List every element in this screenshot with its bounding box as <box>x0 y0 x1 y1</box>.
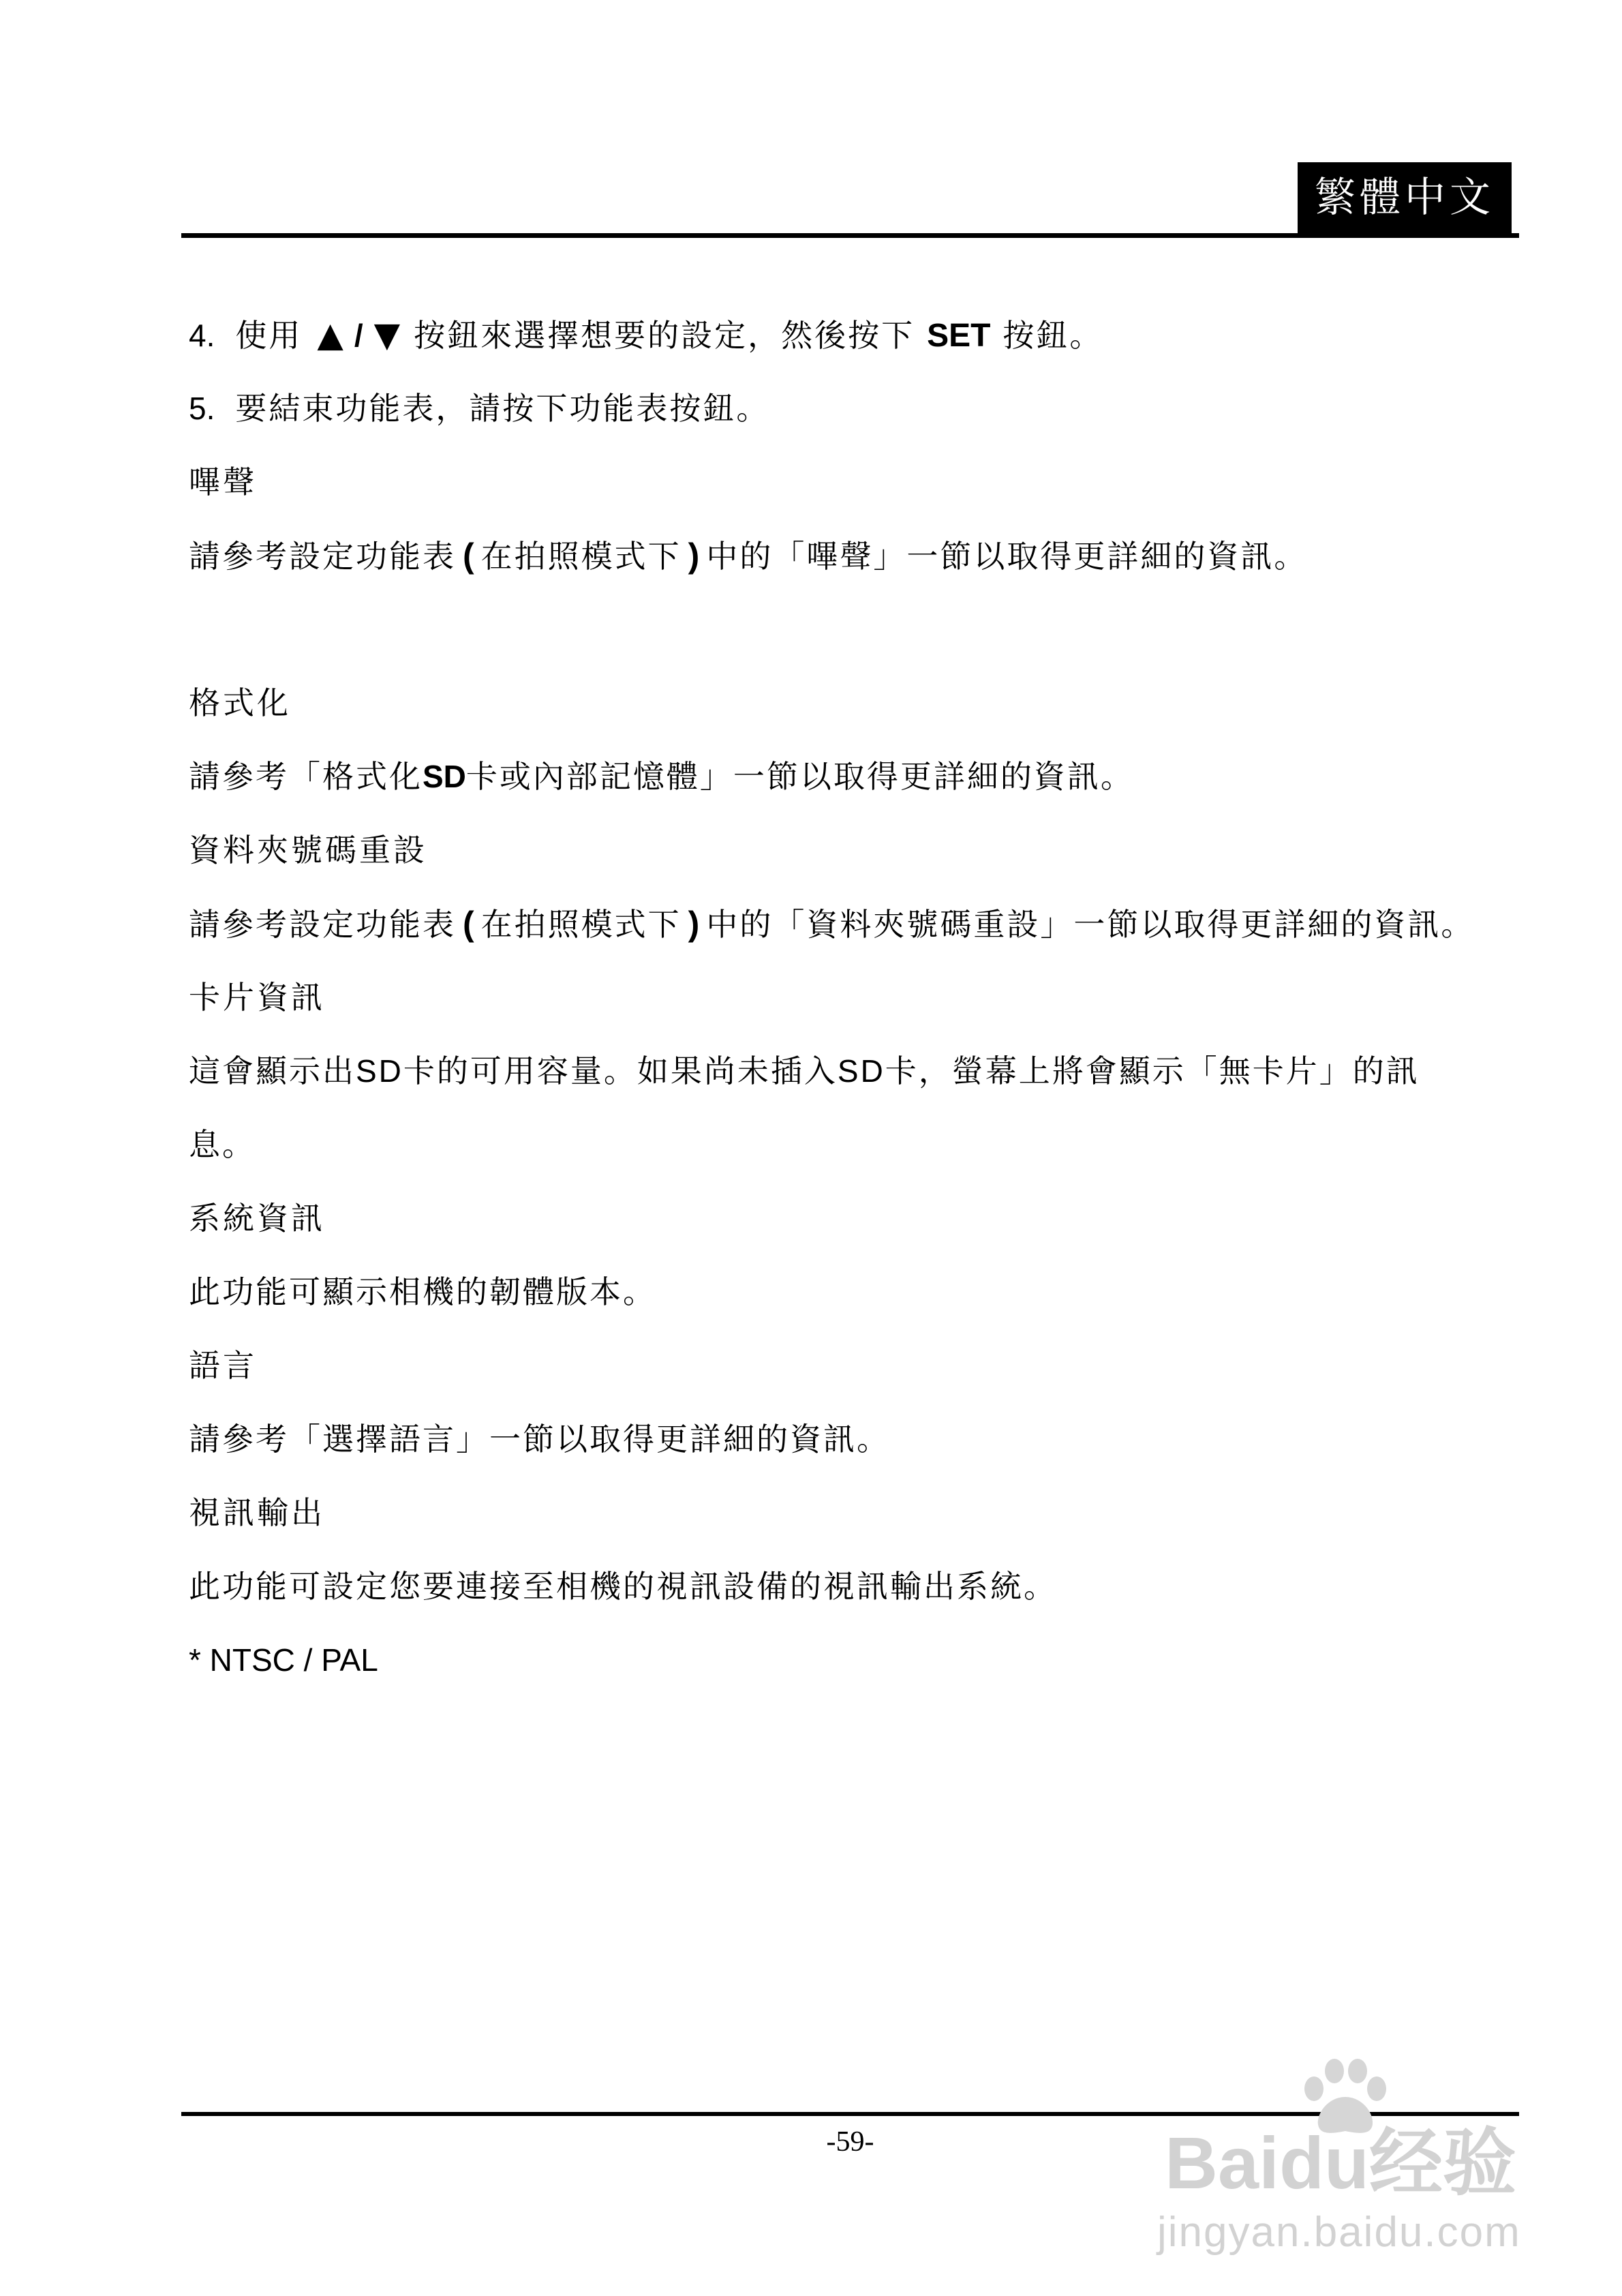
section-body-beep <box>189 519 1519 592</box>
open-paren: ( <box>463 905 474 943</box>
language-badge: 繁體中文 <box>1298 162 1512 233</box>
step-4 <box>189 298 1519 372</box>
section-heading-system-info: 系統資訊 <box>189 1200 325 1237</box>
close-paren: ) <box>688 905 700 943</box>
step-text: 按鈕。 <box>1003 318 1103 353</box>
body-text: 請參考設定功能表 <box>189 907 456 942</box>
body-text: 在拍照模式下 <box>480 539 682 574</box>
section-heading-format: 格式化 <box>189 684 291 721</box>
section-body-card-info-line-1: 這會顯示出SD卡的可用容量。如果尚未插入SD卡，螢幕上將會顯示「無卡片」的訊 <box>189 1053 1420 1089</box>
step-5 <box>189 372 1519 445</box>
video-out-options: * NTSC / PAL <box>189 1642 378 1678</box>
watermark-brand-name: Baidu <box>1165 2121 1370 2204</box>
sd-label: SD <box>423 759 466 794</box>
body-text: 卡或內部記憶體」一節以取得更詳細的資訊。 <box>465 759 1134 794</box>
body-text: 中的「嗶聲」一節以取得更詳細的資訊。 <box>706 539 1308 574</box>
section-heading-video-out: 視訊輸出 <box>189 1494 325 1531</box>
section-body-format <box>189 740 1519 813</box>
step-number: 4. <box>189 318 215 353</box>
section-heading-beep: 嗶聲 <box>189 464 257 500</box>
step-number: 5. <box>189 391 215 426</box>
watermark-brand-suffix: 经验 <box>1369 2121 1517 2204</box>
body-text: 請參考「格式化 <box>189 759 423 794</box>
section-body-language: 請參考「選擇語言」一節以取得更詳細的資訊。 <box>189 1421 890 1457</box>
step-text: 要結束功能表，請按下功能表按鈕。 <box>235 391 770 426</box>
body-text: 在拍照模式下 <box>480 907 682 942</box>
close-paren: ) <box>688 537 700 575</box>
section-heading-file-number-reset: 資料夾號碼重設 <box>189 832 427 868</box>
step-text: 按鈕來選擇想要的設定，然後按下 <box>414 318 915 353</box>
page-content <box>189 298 1519 1697</box>
section-body-video-out: 此功能可設定您要連接至相機的視訊設備的視訊輸出系統。 <box>189 1569 1057 1604</box>
paragraph-spacer <box>189 592 1519 666</box>
section-body-system-info: 此功能可顯示相機的韌體版本。 <box>189 1274 656 1310</box>
open-paren: ( <box>463 537 474 575</box>
step-text: 使用 <box>235 318 303 353</box>
watermark-site: jingyan.baidu.com <box>1157 2209 1521 2256</box>
section-body-card-info-line-2: 息。 <box>189 1127 256 1162</box>
down-arrow-icon: ▼ <box>373 315 401 354</box>
up-arrow-icon: ▲ <box>317 315 343 354</box>
body-text: 請參考設定功能表 <box>189 539 456 574</box>
section-body-file-number-reset <box>189 887 1519 961</box>
slash-separator: / <box>354 318 363 353</box>
body-text: 中的「資料夾號碼重設」一節以取得更詳細的資訊。 <box>706 907 1475 942</box>
section-heading-card-info: 卡片資訊 <box>189 979 325 1016</box>
section-heading-language: 語言 <box>189 1347 257 1384</box>
set-key-label: SET <box>927 318 991 354</box>
header-rule <box>181 233 1519 238</box>
page-number: -59- <box>826 2126 874 2158</box>
watermark-brand <box>1165 2121 1517 2204</box>
baidu-watermark <box>1157 2057 1539 2262</box>
